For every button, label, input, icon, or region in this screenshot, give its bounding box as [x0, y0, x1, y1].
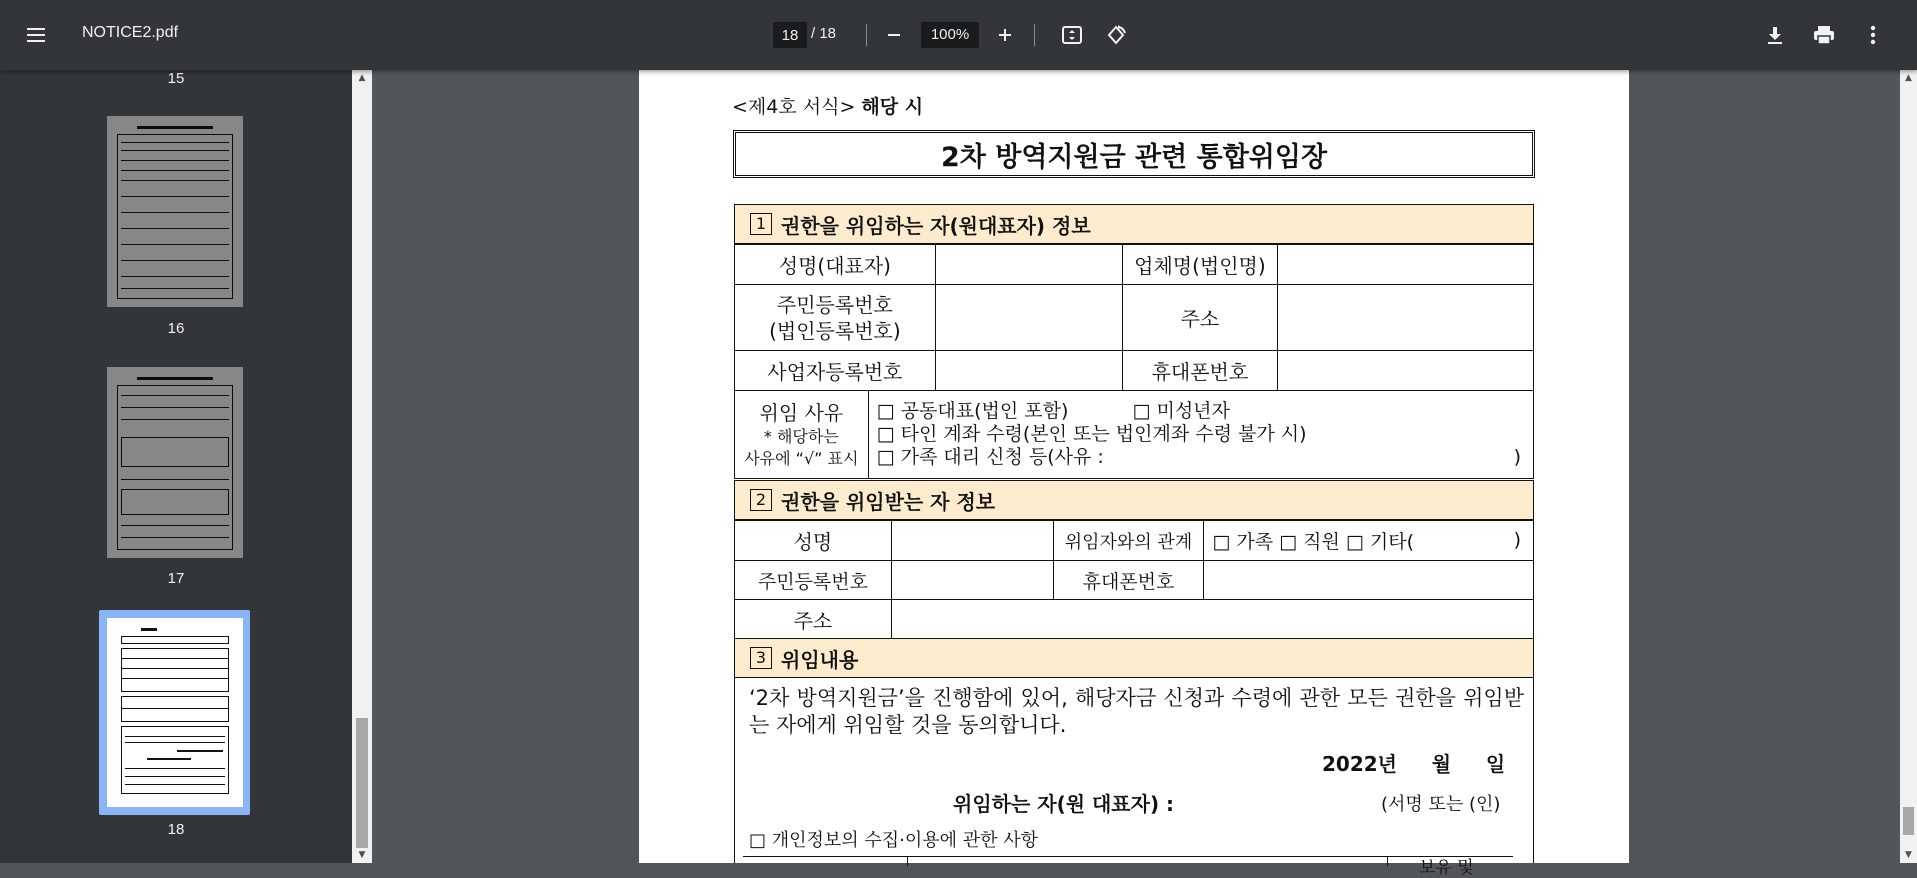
toolbar-divider: [1034, 24, 1035, 46]
sidebar-scrollbar-thumb[interactable]: [356, 718, 368, 848]
form-note: 해당 시: [861, 96, 924, 118]
checkbox-family-proxy[interactable]: □ 가족 대리 신청 등(사유 :: [876, 446, 1104, 468]
print-button[interactable]: [1811, 22, 1837, 48]
print-icon: [1813, 25, 1835, 45]
relation-checkboxes[interactable]: □ 가족 □ 직원 □ 기타(: [1212, 531, 1414, 553]
more-vert-icon: [1870, 25, 1876, 45]
document-scrollbar-thumb[interactable]: [1903, 807, 1914, 835]
reason-close-paren: ): [1513, 446, 1521, 468]
checkbox-minor[interactable]: □ 미성년자: [1132, 400, 1230, 422]
section-title: 위임내용: [781, 647, 859, 672]
reason-options: [868, 391, 1533, 479]
thumbnail-label: 16: [167, 320, 185, 337]
section-number: 3: [750, 647, 772, 669]
thumbnail-page-17[interactable]: [107, 367, 243, 558]
form-title: 2차 방역지원금 관련 통합위임장: [733, 130, 1535, 178]
thumbnail-label: 15: [167, 70, 185, 87]
delegation-reason-table: [734, 390, 1534, 479]
label-rrn-line1: 주민등록번호: [776, 292, 893, 317]
field-delegatee-rrn[interactable]: [891, 561, 1053, 600]
label-delegatee-mobile: 휴대폰번호: [1053, 561, 1204, 600]
privacy-table-header-partial: 보유 및: [1419, 858, 1474, 878]
menu-icon[interactable]: [24, 23, 48, 47]
delegator-info-table: [734, 244, 1534, 391]
thumbnail-label: 18: [167, 821, 185, 838]
pdf-page: [639, 70, 1629, 878]
section-title: 권한을 위임하는 자(원대표자) 정보: [781, 213, 1091, 238]
sidebar-scrollbar[interactable]: [352, 70, 372, 863]
label-business-number: 사업자등록번호: [735, 351, 936, 391]
fit-page-button[interactable]: [1059, 22, 1085, 48]
thumbnail-page-16[interactable]: [107, 116, 243, 307]
label-reason: [735, 391, 869, 479]
label-delegatee-address: 주소: [735, 600, 892, 639]
page-total: / 18: [811, 25, 837, 42]
field-name-representative[interactable]: [935, 245, 1122, 285]
delegatee-address-table: [734, 599, 1534, 639]
label-rrn: [735, 285, 936, 351]
scroll-down-icon[interactable]: ▼: [358, 850, 366, 860]
rotate-button[interactable]: [1103, 22, 1129, 48]
privacy-table-divider: [907, 856, 908, 866]
field-delegatee-name[interactable]: [891, 521, 1053, 561]
section-2-header: [734, 480, 1534, 520]
signature-hint: (서명 또는 (인): [1381, 794, 1501, 815]
plus-icon: [997, 27, 1013, 43]
date-line: 2022년 월 일: [1322, 752, 1506, 776]
privacy-table-divider: [1387, 856, 1388, 866]
delegator-signature-label: 위임하는 자(원 대표자) :: [953, 792, 1175, 816]
delegation-statement: ‘2차 방역지원금’을 진행함에 있어, 해당자금 신청과 수령에 관한 모든 권한을 위임받는 자에게 위임할 것을 동의합니다.: [749, 686, 1524, 737]
thumbnail-page-18[interactable]: [107, 618, 243, 807]
relation-close-paren: ): [1513, 529, 1521, 551]
page-number-input[interactable]: [773, 22, 807, 48]
minus-icon: [886, 27, 902, 43]
form-number-text: <제4호 서식>: [732, 96, 856, 118]
zoom-in-button[interactable]: [992, 22, 1018, 48]
more-actions-button[interactable]: [1860, 22, 1886, 48]
field-delegatee-address[interactable]: [891, 600, 1533, 639]
section-number: 2: [750, 489, 772, 511]
toolbar-divider: [866, 24, 867, 46]
field-address[interactable]: [1278, 285, 1534, 351]
field-rrn[interactable]: [935, 285, 1122, 351]
form-number: [732, 92, 923, 119]
field-delegatee-mobile[interactable]: [1204, 561, 1534, 600]
thumbnail-label: 17: [167, 570, 185, 587]
section-1-header: [734, 204, 1534, 244]
delegatee-info-table: [734, 520, 1534, 600]
checkbox-other-account[interactable]: □ 타인 계좌 수령(본인 또는 법인계좌 수령 불가 시): [876, 423, 1307, 445]
download-icon: [1765, 25, 1785, 45]
privacy-consent-heading[interactable]: □ 개인정보의 수집·이용에 관한 사항: [749, 830, 1039, 851]
rotate-icon: [1105, 24, 1127, 46]
scroll-down-icon[interactable]: ▼: [1905, 850, 1912, 860]
reason-title: 위임 사유: [759, 400, 844, 425]
reason-note-2: 사유에 “√” 표시: [744, 448, 859, 468]
document-title: NOTICE2.pdf: [82, 24, 179, 41]
label-name-representative: 성명(대표자): [735, 245, 936, 285]
download-button[interactable]: [1762, 22, 1788, 48]
thumbnail-sidebar: [0, 70, 352, 863]
section-number: 1: [750, 213, 772, 235]
fit-to-page-icon: [1061, 24, 1083, 46]
label-relation: 위임자와의 관계: [1053, 521, 1204, 561]
document-scrollbar[interactable]: [1900, 70, 1917, 863]
zoom-level-input[interactable]: 100%: [921, 22, 979, 48]
pdf-toolbar: [0, 0, 1917, 70]
label-address: 주소: [1122, 285, 1278, 351]
field-business-number[interactable]: [935, 351, 1122, 391]
checkbox-joint-representative[interactable]: □ 공동대표(법인 포함): [876, 400, 1069, 422]
zoom-out-button[interactable]: [881, 22, 907, 48]
label-delegatee-rrn: 주민등록번호: [735, 561, 892, 600]
section-3-header: [734, 638, 1534, 678]
field-mobile[interactable]: [1278, 351, 1534, 391]
field-company-name[interactable]: [1278, 245, 1534, 285]
relation-options: [1204, 521, 1534, 561]
reason-note-1: * 해당하는: [763, 426, 839, 446]
label-mobile: 휴대폰번호: [1122, 351, 1278, 391]
privacy-table-top-border: [743, 856, 1513, 857]
scroll-up-icon[interactable]: ▲: [1905, 73, 1912, 83]
label-company-name: 업체명(법인명): [1122, 245, 1278, 285]
label-delegatee-name: 성명: [735, 521, 892, 561]
section-title: 권한을 위임받는 자 정보: [781, 489, 996, 514]
scroll-up-icon[interactable]: ▲: [358, 73, 366, 83]
label-rrn-line2: (법인등록번호): [769, 318, 901, 343]
